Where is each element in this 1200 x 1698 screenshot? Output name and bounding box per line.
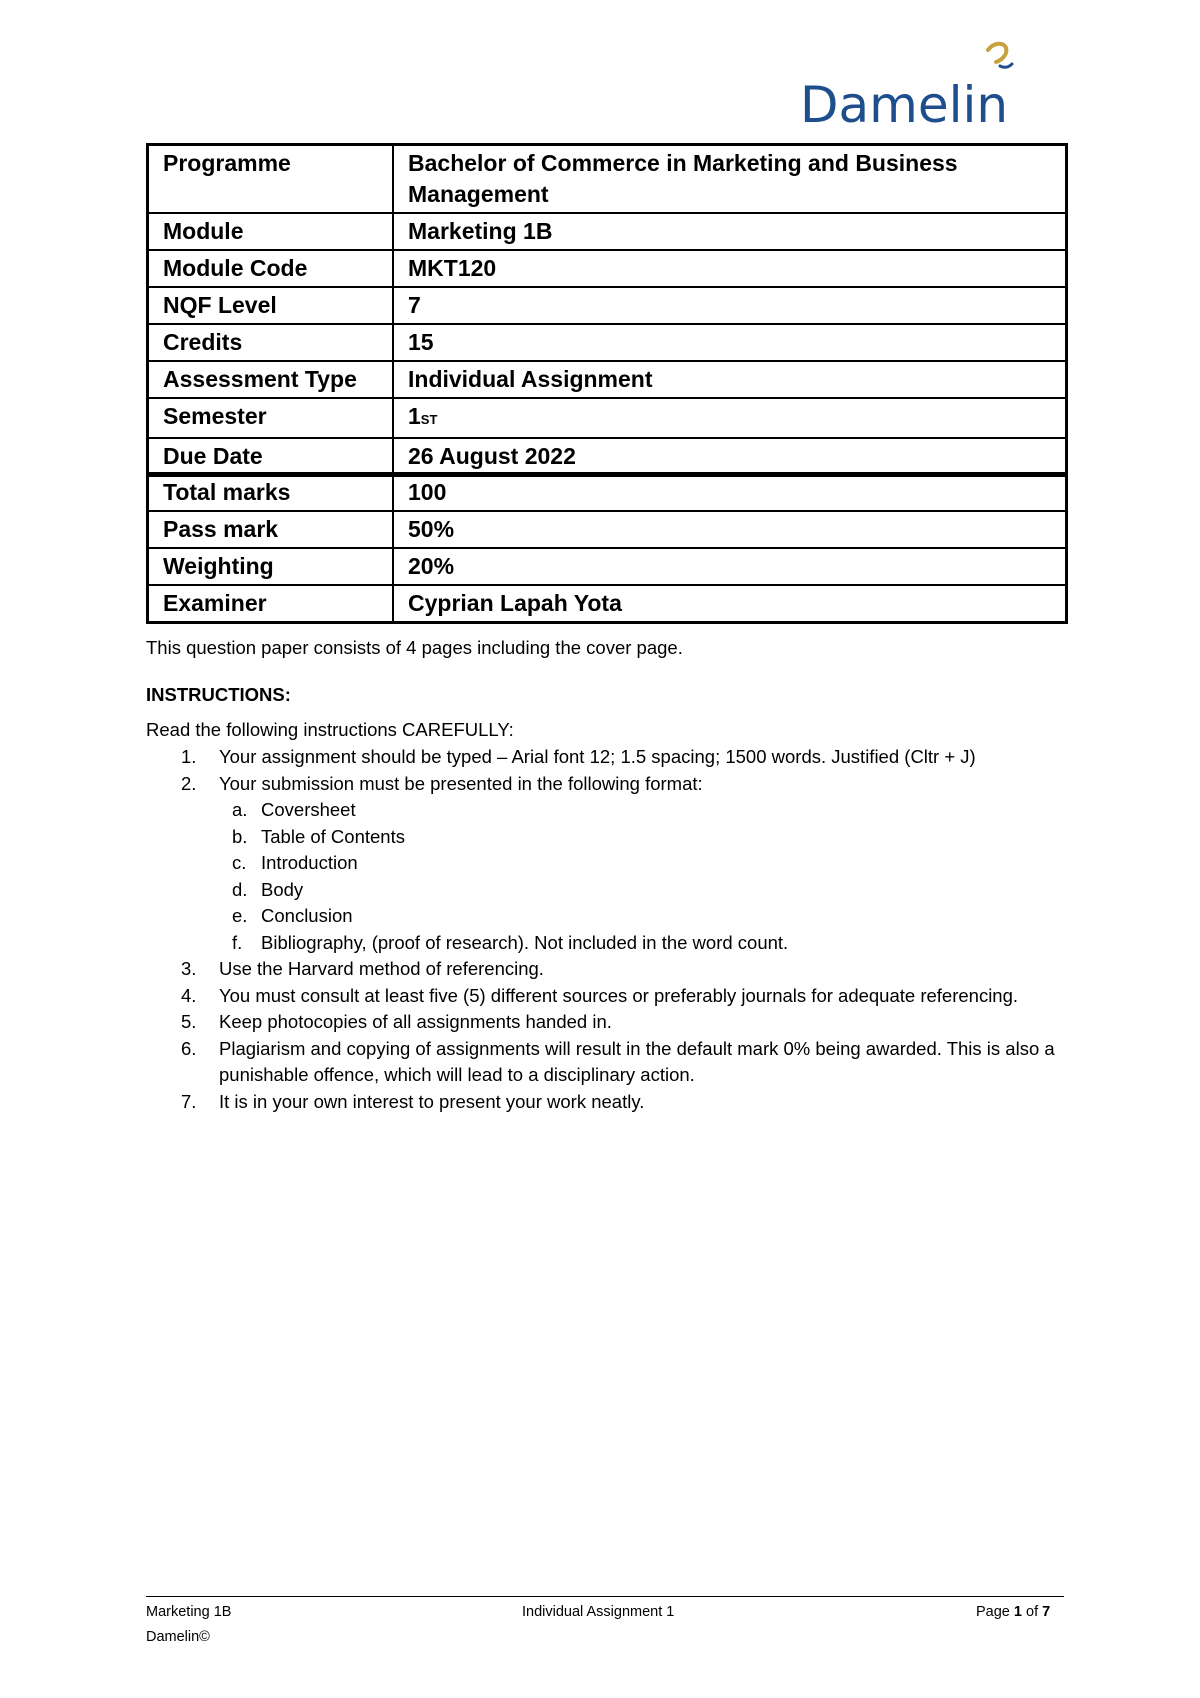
row-value-text: Individual Assignment — [408, 366, 653, 392]
format-item — [219, 930, 1076, 957]
instruction-item — [146, 744, 1076, 771]
marks-table — [146, 472, 1068, 624]
format-item — [219, 797, 1076, 824]
table-row — [148, 324, 1067, 361]
instruction-number: 1. — [181, 746, 197, 767]
row-value — [393, 474, 1067, 512]
table-row — [148, 511, 1067, 548]
row-label: Total marks — [148, 474, 394, 512]
instruction-number: 2. — [181, 772, 197, 794]
footer-module: Marketing 1B — [146, 1604, 232, 1620]
damelin-logo — [800, 38, 1040, 134]
instructions-heading: INSTRUCTIONS: — [146, 684, 291, 705]
row-label: NQF Level — [148, 287, 394, 324]
table-row — [148, 287, 1067, 324]
table-row — [148, 585, 1067, 623]
row-value-text: MKT120 — [408, 255, 497, 281]
format-item-letter: a. — [232, 799, 248, 820]
row-label: Assessment Type — [148, 361, 394, 398]
row-value-text: 100 — [408, 479, 447, 505]
table-row — [148, 250, 1067, 287]
format-item-text: Table of Contents — [261, 825, 405, 847]
row-value — [393, 213, 1067, 250]
row-label: Module — [148, 213, 394, 250]
instructions-list — [146, 744, 1076, 1115]
table-row — [148, 474, 1067, 512]
format-item-text: Body — [261, 878, 304, 900]
row-value-text: Marketing 1B — [408, 218, 553, 244]
footer-divider — [146, 1596, 1064, 1597]
format-item — [219, 903, 1076, 930]
instruction-item — [146, 1089, 1076, 1116]
format-sublist — [219, 797, 1076, 956]
format-item-text: Bibliography, (proof of research). Not included in the word count. — [261, 931, 789, 953]
table-row — [148, 398, 1067, 438]
footer-assignment: Individual Assignment 1 — [522, 1604, 675, 1620]
format-item-text: Introduction — [261, 852, 358, 873]
table-row — [148, 438, 1067, 476]
logo-text: Damelin — [800, 76, 1009, 134]
row-value-text: 7 — [408, 292, 421, 318]
row-value — [393, 250, 1067, 287]
instruction-item — [146, 1009, 1076, 1036]
instruction-text: Keep photocopies of all assignments handed in. — [219, 1011, 612, 1032]
instruction-text: Your submission must be presented in the following format: — [219, 772, 703, 794]
format-item-letter: f. — [232, 931, 243, 953]
row-value — [393, 585, 1067, 623]
format-item-letter: d. — [232, 878, 248, 900]
table-row — [148, 548, 1067, 585]
instruction-number: 6. — [181, 1037, 197, 1059]
row-value — [393, 324, 1067, 361]
page-count-note: This question paper consists of 4 pages including the cover page. — [146, 637, 683, 658]
instruction-item — [146, 983, 1076, 1010]
row-label: Module Code — [148, 250, 394, 287]
read-instructions-note: Read the following instructions CAREFULLY: — [146, 719, 514, 740]
row-value — [393, 287, 1067, 324]
instruction-text: It is in your own interest to present your work neatly. — [219, 1090, 645, 1112]
row-value-text: Bachelor of Commerce in Marketing and Business Management — [408, 150, 958, 207]
table-row — [148, 145, 1067, 214]
instruction-item — [146, 956, 1076, 983]
format-item — [219, 850, 1076, 877]
instruction-number: 5. — [181, 1011, 197, 1032]
row-label: Pass mark — [148, 511, 394, 548]
format-item — [219, 824, 1076, 851]
ordinal-suffix: ST — [420, 412, 438, 427]
footer-brand: Damelin© — [146, 1629, 210, 1645]
instruction-number: 7. — [181, 1090, 197, 1112]
footer-page-number: Page 1 of 7 — [976, 1604, 1051, 1620]
logo-swoosh-icon — [970, 38, 1020, 78]
row-value-text: 15 — [408, 329, 434, 355]
row-label: Due Date — [148, 438, 394, 476]
row-label: Examiner — [148, 585, 394, 623]
instruction-text: You must consult at least five (5) different sources or preferably journals for adequate referencing. — [219, 984, 1019, 1006]
instruction-text: Use the Harvard method of referencing. — [219, 958, 544, 979]
row-label: Weighting — [148, 548, 394, 585]
instruction-number: 4. — [181, 984, 197, 1006]
format-item-letter: c. — [232, 852, 247, 873]
row-value-text: 20% — [408, 553, 455, 579]
format-item-letter: e. — [232, 905, 248, 926]
table-row — [148, 213, 1067, 250]
format-item-letter: b. — [232, 825, 248, 847]
row-value — [393, 511, 1067, 548]
instruction-text: Plagiarism and copying of assignments will result in the default mark 0% being awarded. This is also a punishable offence, which will lead to a disciplinary action. — [219, 1037, 1055, 1085]
format-item-text: Coversheet — [261, 799, 356, 820]
table-row — [148, 361, 1067, 398]
row-value-text: Cyprian Lapah Yota — [408, 590, 622, 616]
row-value — [393, 398, 1067, 438]
row-label: Credits — [148, 324, 394, 361]
format-item-text: Conclusion — [261, 905, 353, 926]
row-label: Programme — [148, 145, 394, 214]
instruction-item — [146, 771, 1076, 957]
instruction-item — [146, 1036, 1076, 1089]
row-value — [393, 438, 1067, 476]
row-value — [393, 548, 1067, 585]
programme-table — [146, 143, 1068, 477]
instruction-number: 3. — [181, 958, 197, 979]
row-value-text: 50% — [408, 516, 455, 542]
row-value — [393, 145, 1067, 214]
row-value-text: 26 August 2022 — [408, 443, 576, 469]
row-label: Semester — [148, 398, 394, 438]
row-value — [393, 361, 1067, 398]
format-item — [219, 877, 1076, 904]
instruction-text: Your assignment should be typed – Arial font 12; 1.5 spacing; 1500 words. Justified (Cltr + J) — [219, 746, 976, 767]
row-value-text: 1 — [408, 403, 421, 429]
